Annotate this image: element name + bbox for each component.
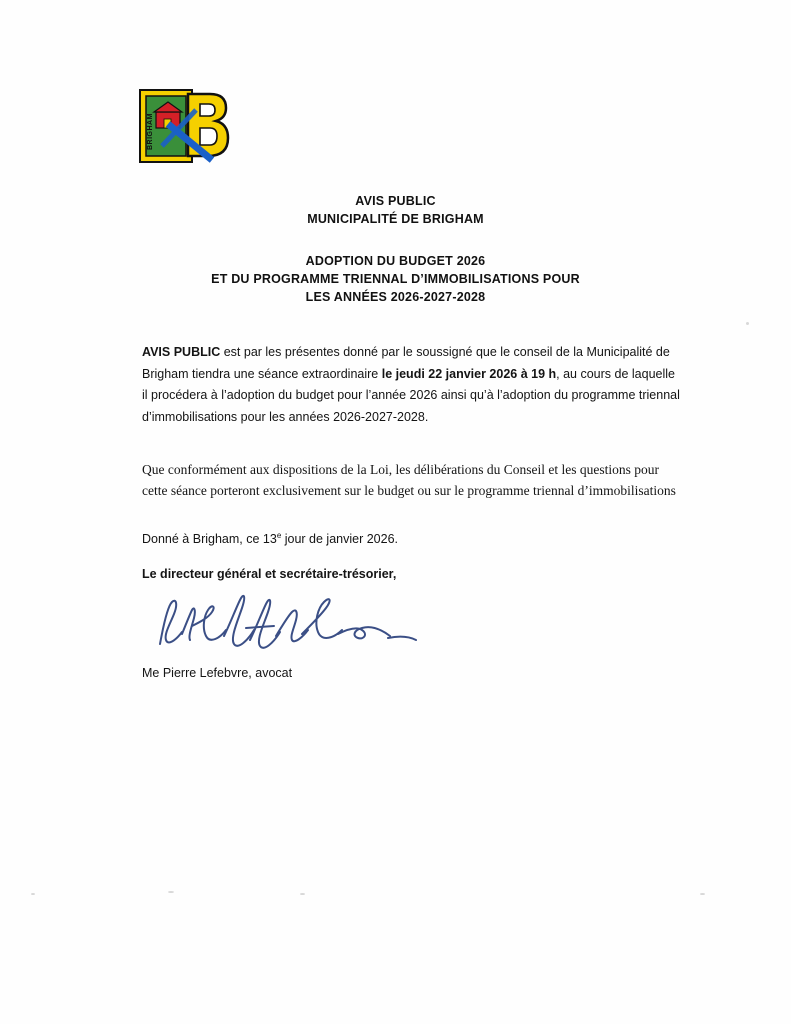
date-after: jour de janvier 2026. <box>281 532 399 546</box>
document-heading <box>0 192 791 306</box>
paragraph-date <box>142 529 682 549</box>
heading-line-5: LES ANNÉES 2026-2027-2028 <box>305 290 486 304</box>
logo-icon <box>138 88 234 164</box>
paragraph-notice <box>142 342 682 428</box>
scan-speck <box>700 893 705 895</box>
scan-speck <box>168 891 174 893</box>
paragraph-notice-part1: est par les présentes donné par le soussigné que le conseil de la Municipalité de Brigham tiendra une séance extraordinaire <box>142 345 670 381</box>
meeting-datetime: le jeudi 22 janvier 2026 à 19 h <box>381 366 557 381</box>
heading-line-4: ET DU PROGRAMME TRIENNAL D’IMMOBILISATIONS POUR <box>211 272 580 286</box>
scan-speck <box>31 893 35 895</box>
date-before: Donné à Brigham, ce 13 <box>142 532 277 546</box>
date-ordinal: e <box>276 530 282 540</box>
heading-line-2: MUNICIPALITÉ DE BRIGHAM <box>307 212 484 226</box>
paragraph-notice-part2: , au cours de laquelle il procédera à l’adoption du budget pour l’année 2026 ainsi qu’à l’adoption du programme triennal d’immobilisations pour les années 2026-2027-2028. <box>142 366 680 424</box>
heading-line-1: AVIS PUBLIC <box>355 194 436 208</box>
paragraph-law: Que conformément aux dispositions de la Loi, les délibérations du Conseil et les questions pour cette séance porteront exclusivement sur le budget ou sur le programme triennal d’immobilisations <box>142 462 676 498</box>
heading-line-3: ADOPTION DU BUDGET 2026 <box>305 254 486 268</box>
scan-speck <box>300 893 305 895</box>
signatory-name: Me Pierre Lefebvre, avocat <box>142 666 293 680</box>
scan-speck <box>746 322 749 325</box>
brigham-municipal-logo <box>138 88 234 164</box>
signatory-title: Le directeur général et secrétaire-trésorier, <box>142 567 397 581</box>
svg-text:BRIGHAM: BRIGHAM <box>147 113 154 150</box>
signature-pierre-lefebvre <box>150 586 450 664</box>
avis-public-lead: AVIS PUBLIC <box>142 345 221 359</box>
